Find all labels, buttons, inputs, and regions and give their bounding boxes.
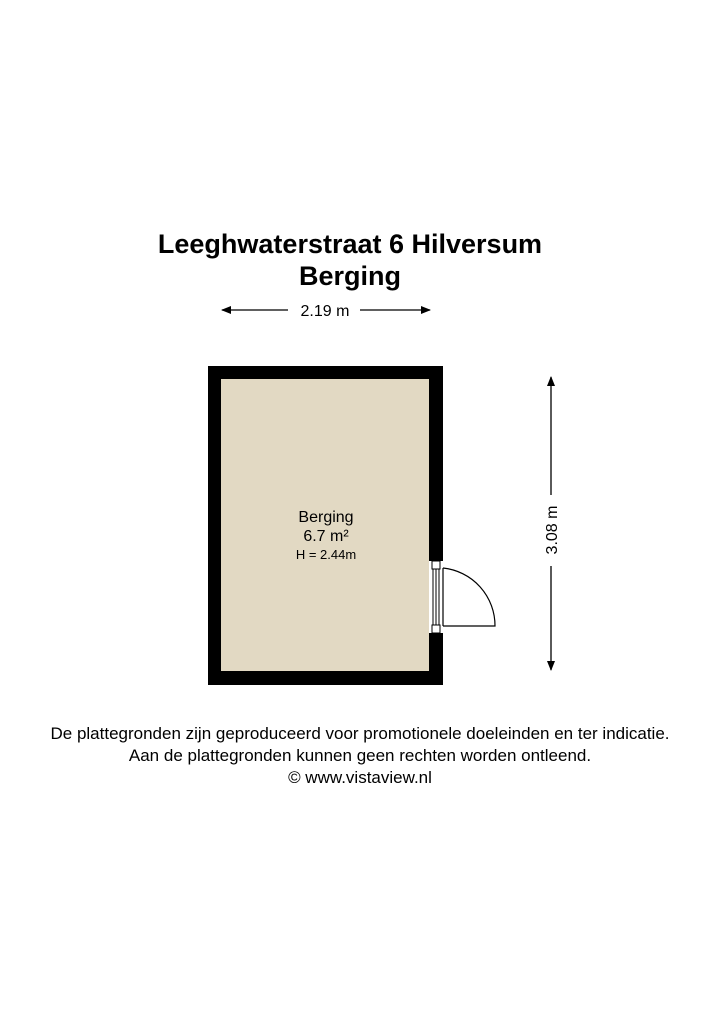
width-label: 2.19 m — [300, 303, 350, 320]
depth-label: 3.08 m — [544, 505, 561, 555]
room-height: H = 2.44m — [295, 547, 357, 562]
door — [429, 561, 495, 633]
wall-left — [208, 366, 221, 685]
depth-dimension — [544, 377, 561, 670]
wall-top — [208, 366, 443, 379]
room-name: Berging — [298, 509, 354, 526]
disclaimer-line-2: Aan de plattegronden kunnen geen rechten worden ontleend. — [128, 746, 592, 765]
room-label — [296, 509, 356, 562]
wall-bottom — [208, 671, 443, 685]
wall-right-upper — [429, 366, 443, 561]
door-swing-arc — [443, 568, 495, 626]
room-area: 6.7 m² — [303, 528, 349, 545]
wall-right-lower — [429, 633, 443, 685]
floor-title: Berging — [298, 261, 401, 291]
disclaimer-line-1: De plattegronden zijn geproduceerd voor promotionele doeleinden en ter indicatie. — [50, 724, 670, 743]
width-dimension — [222, 303, 430, 320]
copyright-line: © www.vistaview.nl — [288, 768, 432, 787]
page-title: Leeghwaterstraat 6 Hilversum — [157, 229, 543, 259]
